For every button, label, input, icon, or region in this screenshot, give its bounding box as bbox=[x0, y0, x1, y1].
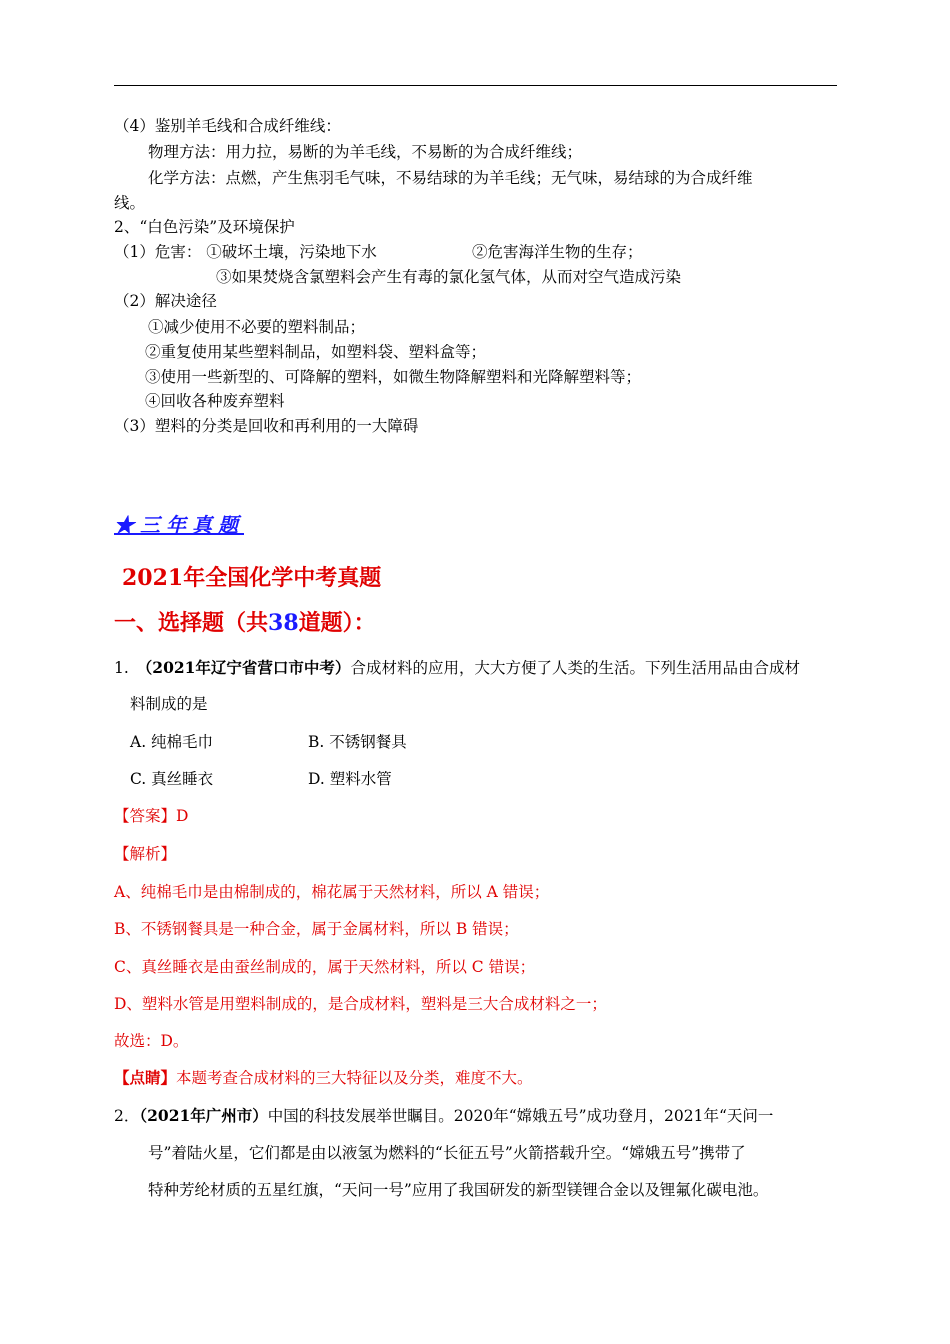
answer-line bbox=[114, 806, 188, 826]
section-prefix: 一、选择题（共 bbox=[114, 610, 269, 636]
text-line: （3）塑料的分类是回收和再利用的一大障碍 bbox=[114, 417, 419, 435]
text-line: （4）鉴别羊毛线和合成纤维线： bbox=[114, 117, 341, 135]
comment-text: 本题考查合成材料的三大特征以及分类，难度不大。 bbox=[176, 1069, 533, 1087]
analysis-label: 【解析】 bbox=[114, 845, 177, 863]
text-line: 线。 bbox=[114, 194, 146, 212]
text-line: ③如果焚烧含氯塑料会产生有毒的氯化氢气体，从而对空气造成污染 bbox=[216, 268, 682, 286]
text-line: 物理方法：用力拉，易断的为羊毛线，不易断的为合成纤维线； bbox=[148, 143, 583, 161]
analysis-line: 故选：D。 bbox=[114, 1032, 189, 1050]
answer-value: D bbox=[176, 807, 189, 825]
question-1-stem bbox=[114, 658, 800, 678]
text-line: ②重复使用某些塑料制品，如塑料袋、塑料盒等； bbox=[145, 343, 487, 361]
text-line: 化学方法：点燃，产生焦羽毛气味，不易结球的为羊毛线；无气味，易结球的为合成纤维 bbox=[148, 169, 753, 187]
question-2-stem bbox=[114, 1106, 773, 1126]
question-text: 中国的科技发展举世瞩目。2020年“嫦娥五号”成功登月，2021年“天问一 bbox=[267, 1107, 774, 1125]
question-source: （2021年广州市） bbox=[139, 1106, 268, 1125]
question-number: 1. bbox=[114, 659, 129, 677]
text-line: ④回收各种废弃塑料 bbox=[145, 392, 285, 410]
question-number: 2． bbox=[114, 1107, 140, 1125]
section-suffix: 道题）： bbox=[298, 610, 376, 636]
section-heading bbox=[114, 608, 376, 638]
section-star-title: ★三年真题 bbox=[114, 513, 244, 537]
question-text: 特种芳纶材质的五星红旗，“天问一号”应用了我国研发的新型镁锂合金以及锂氟化碳电池。 bbox=[148, 1181, 769, 1199]
header-rule bbox=[114, 85, 837, 86]
analysis-line: D、塑料水管是用塑料制成的，是合成材料，塑料是三大合成材料之一； bbox=[114, 995, 607, 1013]
text-line: ③使用一些新型的、可降解的塑料，如微生物降解塑料和光降解塑料等； bbox=[145, 368, 642, 386]
question-text: 合成材料的应用，大大方便了人类的生活。下列生活用品由合成材 bbox=[350, 659, 800, 677]
text-line: 2、“白色污染”及环境保护 bbox=[114, 218, 295, 236]
option-d: D. 塑料水管 bbox=[308, 770, 392, 788]
analysis-line: A、纯棉毛巾是由棉制成的，棉花属于天然材料，所以 A 错误； bbox=[114, 883, 550, 901]
analysis-line: C、真丝睡衣是由蚕丝制成的，属于天然材料，所以 C 错误； bbox=[114, 958, 536, 976]
text-line: ②危害海洋生物的生存； bbox=[472, 243, 643, 261]
option-c: C. 真丝睡衣 bbox=[130, 770, 214, 788]
exam-title: 2021年全国化学中考真题 bbox=[122, 565, 382, 591]
text-line: （1）危害： ①破坏土壤，污染地下水 bbox=[114, 243, 377, 261]
comment-line bbox=[114, 1068, 533, 1088]
analysis-line: B、不锈钢餐具是一种合金，属于金属材料，所以 B 错误； bbox=[114, 920, 519, 938]
comment-label: 【点睛】 bbox=[114, 1068, 177, 1087]
text-line: （2）解决途径 bbox=[114, 292, 217, 310]
option-b: B. 不锈钢餐具 bbox=[308, 733, 407, 751]
option-a: A. 纯棉毛巾 bbox=[130, 733, 214, 751]
question-text: 号”着陆火星，它们都是由以液氢为燃料的“长征五号”火箭搭载升空。“嫦娥五号”携带了 bbox=[148, 1144, 746, 1162]
question-count: 38 bbox=[268, 610, 299, 636]
answer-label: 【答案】 bbox=[114, 807, 177, 825]
question-source: （2021年辽宁省营口市中考） bbox=[136, 658, 351, 677]
question-text: 料制成的是 bbox=[130, 695, 208, 713]
text-line: ①减少使用不必要的塑料制品； bbox=[148, 318, 366, 336]
